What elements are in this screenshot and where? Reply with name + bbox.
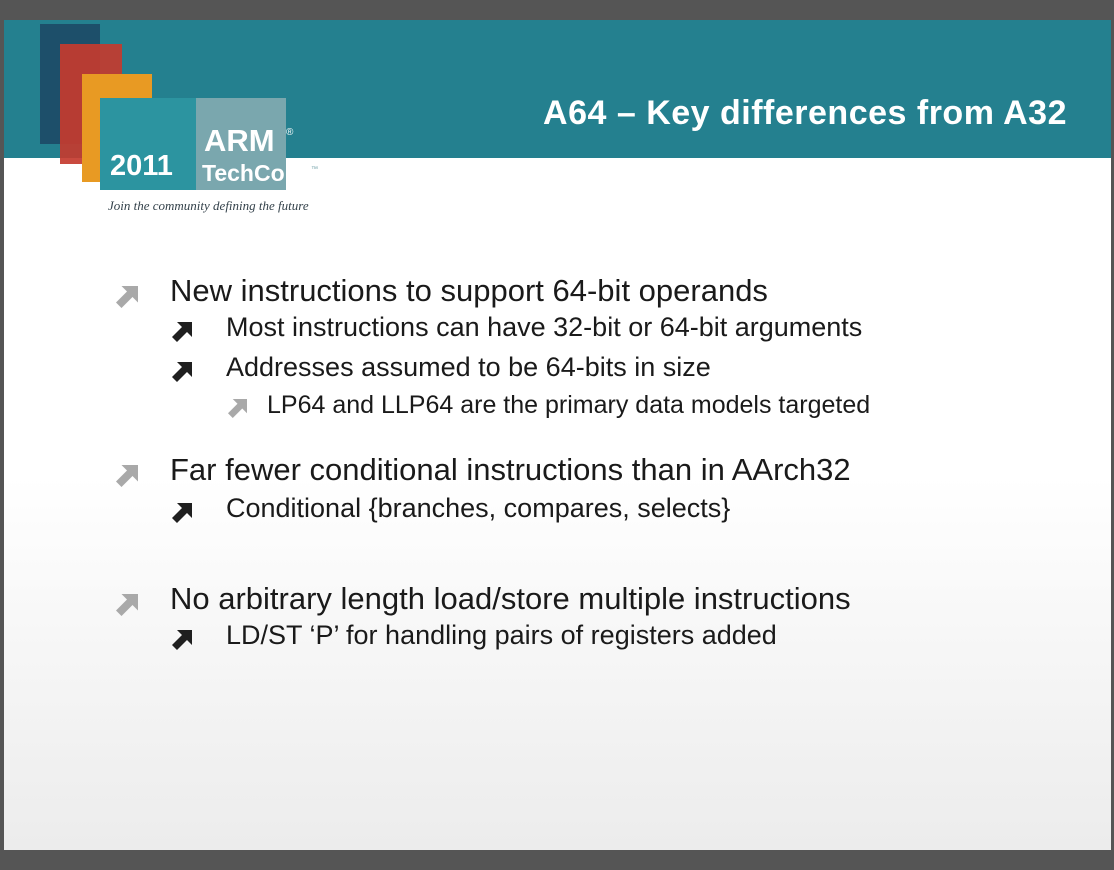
logo-tagline: Join the community defining the future	[108, 198, 309, 213]
bullet-text: LD/ST ‘P’ for handling pairs of registers added	[226, 620, 777, 650]
bullet-item-level-3	[228, 391, 870, 420]
logo-registered-mark: ®	[286, 127, 294, 138]
arrow-up-right-icon	[228, 396, 247, 415]
arrow-up-right-icon	[172, 626, 192, 646]
bullet-text: Most instructions can have 32-bit or 64-bit arguments	[226, 312, 863, 342]
bullet-text: Addresses assumed to be 64-bits in size	[226, 352, 711, 382]
bullet-item-level-2	[172, 493, 730, 524]
bullet-list	[4, 20, 1111, 850]
arrow-up-right-icon	[116, 459, 138, 481]
arrow-up-right-icon	[116, 588, 138, 610]
bullet-item-level-2	[172, 620, 777, 651]
arrow-up-right-icon	[172, 499, 192, 519]
bullet-text: LP64 and LLP64 are the primary data models targeted	[267, 391, 871, 419]
bullet-item-level-1	[116, 452, 851, 488]
logo-year: 2011	[110, 150, 173, 182]
bullet-item-level-1	[116, 273, 768, 309]
bullet-text: New instructions to support 64-bit operands	[170, 273, 768, 308]
bullet-text: Far fewer conditional instructions than in AArch32	[170, 452, 851, 487]
bullet-text: Conditional {branches, compares, selects}	[226, 493, 731, 523]
slide-title: A64 – Key differences from A32	[543, 94, 1067, 132]
bullet-item-level-2	[172, 312, 862, 343]
arrow-up-right-icon	[172, 358, 192, 378]
arrow-up-right-icon	[172, 318, 192, 338]
bullet-item-level-2	[172, 352, 711, 383]
logo-event-name: TechCon	[202, 160, 299, 186]
bullet-text: No arbitrary length load/store multiple instructions	[170, 581, 851, 616]
bullet-item-level-1	[116, 581, 851, 617]
logo-brand: ARM	[204, 123, 275, 158]
arrow-up-right-icon	[116, 280, 138, 302]
logo-trademark: ™	[311, 166, 318, 173]
slide	[4, 20, 1111, 850]
